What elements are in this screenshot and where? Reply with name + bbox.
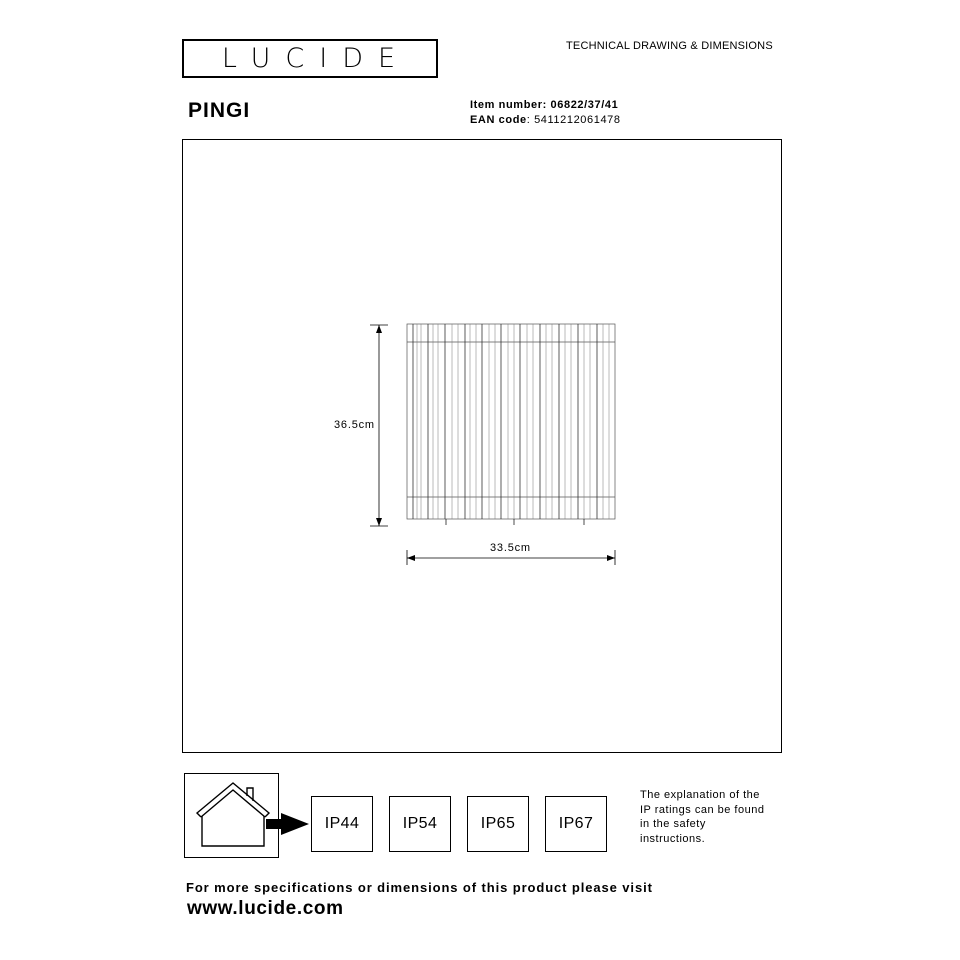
item-number-value: 06822/37/41 — [550, 99, 619, 111]
ip-rating-box: IP65 — [467, 796, 529, 852]
width-dimension-label: 33.5cm — [490, 542, 531, 554]
header-title: TECHNICAL DRAWING & DIMENSIONS — [566, 40, 773, 52]
brand-logo — [182, 39, 438, 78]
ean-code-line: EAN code: 5411212061478 — [470, 114, 621, 126]
logo-text: LUCIDE — [221, 43, 411, 74]
ip-rating-box: IP54 — [389, 796, 451, 852]
ip-rating-box: IP67 — [545, 796, 607, 852]
item-number-label: Item number — [470, 99, 543, 111]
item-number-line: Item number: 06822/37/41 — [470, 99, 619, 111]
product-name: PINGI — [188, 99, 251, 122]
ean-code-value: 5411212061478 — [534, 114, 621, 126]
footer-text: For more specifications or dimensions of this product please visit — [186, 880, 653, 895]
footer-url[interactable]: www.lucide.com — [187, 898, 344, 919]
arrow-right-icon — [264, 812, 310, 836]
ean-code-label: EAN code — [470, 114, 527, 126]
ip-rating-box: IP44 — [311, 796, 373, 852]
drawing-frame — [182, 139, 782, 753]
height-dimension-label: 36.5cm — [334, 419, 375, 431]
ip-explanation-note: The explanation of the IP ratings can be found in the safety instructions. — [640, 789, 765, 845]
